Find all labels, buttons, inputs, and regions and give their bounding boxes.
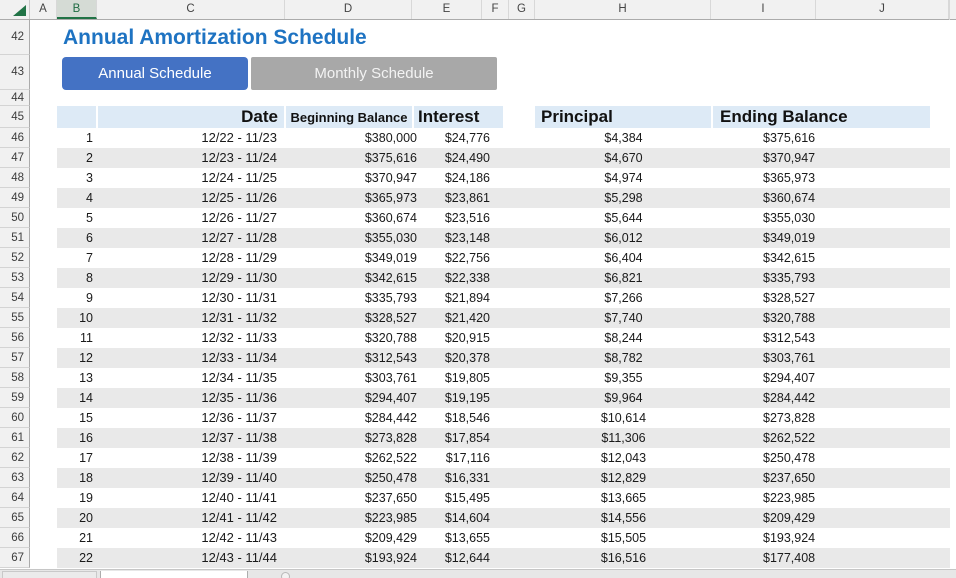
cell-beginning[interactable]: $223,985 <box>364 511 417 525</box>
column-header-a[interactable]: A <box>30 0 57 19</box>
cell-ending[interactable]: $250,478 <box>763 451 816 465</box>
cell-num[interactable]: 5 <box>86 211 93 225</box>
header-ending-balance[interactable]: Ending Balance <box>713 106 930 128</box>
cell-ending[interactable]: $273,828 <box>763 411 816 425</box>
row-header-44[interactable]: 44 <box>0 90 30 106</box>
cell-principal[interactable]: $9,964 <box>604 391 643 405</box>
cell-principal[interactable]: $16,516 <box>600 551 647 565</box>
cell-date[interactable]: 12/31 - 11/32 <box>201 310 277 325</box>
column-header-b[interactable]: B <box>57 0 97 19</box>
cell-date[interactable]: 12/33 - 11/34 <box>201 350 277 365</box>
header-date[interactable]: Date <box>98 106 284 128</box>
cell-interest[interactable]: $18,546 <box>444 411 490 425</box>
cell-date[interactable]: 12/35 - 11/36 <box>201 390 277 405</box>
table-row <box>57 128 950 148</box>
row-header-54[interactable]: 54 <box>0 288 30 308</box>
cell-date[interactable]: 12/25 - 11/26 <box>201 190 277 205</box>
table-row <box>57 448 950 468</box>
cell-ending[interactable]: $328,527 <box>763 291 816 305</box>
cell-date[interactable]: 12/34 - 11/35 <box>201 370 277 385</box>
header-spacer-cell[interactable] <box>57 106 96 128</box>
cell-ending[interactable]: $335,793 <box>763 271 816 285</box>
cell-interest[interactable]: $19,805 <box>444 371 490 385</box>
monthly-schedule-button[interactable]: Monthly Schedule <box>251 57 497 90</box>
cell-principal[interactable]: $4,670 <box>604 151 643 165</box>
cell-date[interactable]: 12/40 - 11/41 <box>201 490 277 505</box>
table-row <box>57 428 950 448</box>
sheet-tab-bar <box>0 569 956 578</box>
row-header-45[interactable]: 45 <box>0 106 30 128</box>
cell-num[interactable]: 2 <box>86 151 93 165</box>
cell-beginning[interactable]: $365,973 <box>364 191 417 205</box>
cell-date[interactable]: 12/29 - 11/30 <box>201 270 277 285</box>
sheet-tab[interactable] <box>2 571 97 578</box>
grid-edge-line <box>949 0 950 20</box>
row-header-66[interactable]: 66 <box>0 528 30 548</box>
cell-interest[interactable]: $14,604 <box>444 511 490 525</box>
table-row <box>57 548 950 568</box>
cell-num[interactable]: 15 <box>79 411 93 425</box>
cell-ending[interactable]: $284,442 <box>763 391 816 405</box>
cell-ending[interactable]: $375,616 <box>763 131 816 145</box>
cell-num[interactable]: 14 <box>79 391 93 405</box>
cell-interest[interactable]: $17,854 <box>444 431 490 445</box>
table-row <box>57 348 950 368</box>
cell-ending[interactable]: $177,408 <box>763 551 816 565</box>
cell-beginning[interactable]: $303,761 <box>364 371 417 385</box>
cell-beginning[interactable]: $355,030 <box>364 231 417 245</box>
row-header-51[interactable]: 51 <box>0 228 30 248</box>
cell-date[interactable]: 12/30 - 11/31 <box>201 290 277 305</box>
cell-num[interactable]: 7 <box>86 251 93 265</box>
column-header-i[interactable]: I <box>711 0 816 19</box>
cell-ending[interactable]: $193,924 <box>763 531 816 545</box>
cell-num[interactable]: 13 <box>79 371 93 385</box>
cell-interest[interactable]: $21,894 <box>444 291 490 305</box>
table-row <box>57 388 950 408</box>
cell-principal[interactable]: $9,355 <box>604 371 643 385</box>
row-header-55[interactable]: 55 <box>0 308 30 328</box>
cell-principal[interactable]: $14,556 <box>600 511 647 525</box>
row-header-49[interactable]: 49 <box>0 188 30 208</box>
cell-interest[interactable]: $24,490 <box>444 151 490 165</box>
cell-interest[interactable]: $21,420 <box>444 311 490 325</box>
column-header-e[interactable]: E <box>412 0 482 19</box>
column-header-g[interactable]: G <box>509 0 535 19</box>
cell-interest[interactable]: $23,516 <box>444 211 490 225</box>
table-row <box>57 328 950 348</box>
cell-date[interactable]: 12/37 - 11/38 <box>201 430 277 445</box>
table-row <box>57 468 950 488</box>
cell-principal[interactable]: $12,043 <box>600 451 647 465</box>
cell-principal[interactable]: $11,306 <box>601 431 646 445</box>
cell-beginning[interactable]: $380,000 <box>364 131 417 145</box>
row-header-48[interactable]: 48 <box>0 168 30 188</box>
cell-interest[interactable]: $20,378 <box>444 351 490 365</box>
cell-interest[interactable]: $22,756 <box>444 251 490 265</box>
cell-principal[interactable]: $12,829 <box>600 471 647 485</box>
row-header-62[interactable]: 62 <box>0 448 30 468</box>
cell-ending[interactable]: $355,030 <box>763 211 816 225</box>
row-header-64[interactable]: 64 <box>0 488 30 508</box>
row-header-43[interactable]: 43 <box>0 55 30 90</box>
column-header-f[interactable]: F <box>482 0 509 19</box>
cell-beginning[interactable]: $335,793 <box>364 291 417 305</box>
cell-interest[interactable]: $20,915 <box>444 331 490 345</box>
cell-beginning[interactable]: $209,429 <box>364 531 417 545</box>
cell-principal[interactable]: $15,505 <box>600 531 647 545</box>
cell-date[interactable]: 12/28 - 11/29 <box>201 250 277 265</box>
cell-principal[interactable]: $8,782 <box>604 351 643 365</box>
cell-beginning[interactable]: $328,527 <box>364 311 417 325</box>
cell-beginning[interactable]: $375,616 <box>364 151 417 165</box>
table-row <box>57 188 950 208</box>
active-sheet-tab[interactable] <box>100 571 248 578</box>
table-row <box>57 168 950 188</box>
table-row <box>57 148 950 168</box>
cell-beginning[interactable]: $360,674 <box>364 211 417 225</box>
cell-beginning[interactable]: $273,828 <box>364 431 417 445</box>
cell-date[interactable]: 12/38 - 11/39 <box>201 450 277 465</box>
cell-interest[interactable]: $22,338 <box>444 271 490 285</box>
cell-interest[interactable]: $13,655 <box>444 531 490 545</box>
cell-ending[interactable]: $237,650 <box>763 471 816 485</box>
sheet-title[interactable]: Annual Amortization Schedule <box>63 26 367 49</box>
cell-principal[interactable]: $13,665 <box>600 491 647 505</box>
cell-num[interactable]: 3 <box>86 171 93 185</box>
cell-beginning[interactable]: $262,522 <box>364 451 417 465</box>
cell-ending[interactable]: $303,761 <box>763 351 816 365</box>
cell-num[interactable]: 10 <box>79 311 93 325</box>
row-header-46[interactable]: 46 <box>0 128 30 148</box>
cell-date[interactable]: 12/24 - 11/25 <box>201 170 277 185</box>
cell-num[interactable]: 17 <box>79 451 93 465</box>
cell-num[interactable]: 20 <box>79 511 93 525</box>
table-row <box>57 408 950 428</box>
column-header-strip <box>0 0 956 20</box>
cell-beginning[interactable]: $284,442 <box>364 411 417 425</box>
cell-principal[interactable]: $5,298 <box>604 191 643 205</box>
header-interest[interactable]: Interest <box>414 106 503 128</box>
cell-ending[interactable]: $262,522 <box>763 431 816 445</box>
cell-beginning[interactable]: $349,019 <box>364 251 417 265</box>
column-header-d[interactable]: D <box>285 0 412 19</box>
cell-ending[interactable]: $360,674 <box>763 191 816 205</box>
row-header-60[interactable]: 60 <box>0 408 30 428</box>
cell-date[interactable]: 12/23 - 11/24 <box>201 150 277 165</box>
cell-principal[interactable]: $4,384 <box>604 131 643 145</box>
cell-date[interactable]: 12/26 - 11/27 <box>201 210 277 225</box>
table-row <box>57 508 950 528</box>
cell-num[interactable]: 22 <box>79 551 93 565</box>
row-header-53[interactable]: 53 <box>0 268 30 288</box>
cell-num[interactable]: 4 <box>86 191 93 205</box>
cell-interest[interactable]: $12,644 <box>444 551 490 565</box>
table-row <box>57 248 950 268</box>
cell-beginning[interactable]: $294,407 <box>364 391 417 405</box>
table-row <box>57 488 950 508</box>
cell-beginning[interactable]: $250,478 <box>364 471 417 485</box>
cell-num[interactable]: 8 <box>86 271 93 285</box>
header-beginning-balance[interactable]: Beginning Balance <box>286 106 412 128</box>
cell-principal[interactable]: $7,266 <box>604 291 643 305</box>
row-header-42[interactable]: 42 <box>0 20 30 55</box>
cell-num[interactable]: 16 <box>79 431 93 445</box>
cell-date[interactable]: 12/41 - 11/42 <box>201 510 277 525</box>
cell-principal[interactable]: $4,974 <box>604 171 643 185</box>
cell-date[interactable]: 12/39 - 11/40 <box>201 470 277 485</box>
row-header-57[interactable]: 57 <box>0 348 30 368</box>
cell-date[interactable]: 12/22 - 11/23 <box>201 130 277 145</box>
row-header-67[interactable]: 67 <box>0 548 30 568</box>
select-all-icon <box>13 5 26 16</box>
cell-ending[interactable]: $312,543 <box>763 331 816 345</box>
cell-num[interactable]: 9 <box>86 291 93 305</box>
cell-num[interactable]: 12 <box>79 351 93 365</box>
add-sheet-icon[interactable] <box>281 572 290 578</box>
row-header-56[interactable]: 56 <box>0 328 30 348</box>
cell-num[interactable]: 11 <box>80 331 93 345</box>
cell-date[interactable]: 12/42 - 11/43 <box>201 530 277 545</box>
cell-interest[interactable]: $17,116 <box>445 451 490 465</box>
row-header-52[interactable]: 52 <box>0 248 30 268</box>
cell-date[interactable]: 12/27 - 11/28 <box>201 230 277 245</box>
cell-interest[interactable]: $23,148 <box>444 231 490 245</box>
cell-date[interactable]: 12/43 - 11/44 <box>201 550 277 565</box>
row-header-61[interactable]: 61 <box>0 428 30 448</box>
cell-ending[interactable]: $294,407 <box>763 371 816 385</box>
table-row <box>57 208 950 228</box>
table-row <box>57 288 950 308</box>
cell-principal[interactable]: $5,644 <box>604 211 643 225</box>
table-row <box>57 228 950 248</box>
cell-date[interactable]: 12/36 - 11/37 <box>201 410 277 425</box>
cell-beginning[interactable]: $237,650 <box>364 491 417 505</box>
row-header-63[interactable]: 63 <box>0 468 30 488</box>
table-row <box>57 268 950 288</box>
cell-interest[interactable]: $24,776 <box>444 131 490 145</box>
cell-beginning[interactable]: $342,615 <box>364 271 417 285</box>
header-principal[interactable]: Principal <box>535 106 711 128</box>
cell-num[interactable]: 19 <box>79 491 93 505</box>
row-header-50[interactable]: 50 <box>0 208 30 228</box>
column-header-j[interactable]: J <box>816 0 949 19</box>
cell-num[interactable]: 21 <box>79 531 93 545</box>
cell-principal[interactable]: $8,244 <box>604 331 643 345</box>
row-header-59[interactable]: 59 <box>0 388 30 408</box>
cell-ending[interactable]: $223,985 <box>763 491 816 505</box>
cell-interest[interactable]: $16,331 <box>444 471 490 485</box>
cell-beginning[interactable]: $320,788 <box>364 331 417 345</box>
cell-date[interactable]: 12/32 - 11/33 <box>201 330 277 345</box>
cell-principal[interactable]: $6,404 <box>604 251 643 265</box>
cell-num[interactable]: 6 <box>86 231 93 245</box>
cell-interest[interactable]: $15,495 <box>444 491 490 505</box>
row-header-58[interactable]: 58 <box>0 368 30 388</box>
cell-ending[interactable]: $342,615 <box>763 251 816 265</box>
row-header-47[interactable]: 47 <box>0 148 30 168</box>
cell-num[interactable]: 18 <box>79 471 93 485</box>
column-header-c[interactable]: C <box>97 0 285 19</box>
cell-ending[interactable]: $365,973 <box>763 171 816 185</box>
cell-principal[interactable]: $7,740 <box>604 311 643 325</box>
cell-principal[interactable]: $6,821 <box>604 271 643 285</box>
table-row <box>57 308 950 328</box>
column-header-h[interactable]: H <box>535 0 711 19</box>
cell-beginning[interactable]: $312,543 <box>364 351 417 365</box>
cell-ending[interactable]: $370,947 <box>763 151 816 165</box>
cell-interest[interactable]: $23,861 <box>444 191 490 205</box>
cell-beginning[interactable]: $370,947 <box>364 171 417 185</box>
annual-schedule-button[interactable]: Annual Schedule <box>62 57 248 90</box>
cell-num[interactable]: 1 <box>86 131 93 145</box>
cell-ending[interactable]: $209,429 <box>763 511 816 525</box>
cell-principal[interactable]: $10,614 <box>600 411 647 425</box>
cell-interest[interactable]: $24,186 <box>444 171 490 185</box>
cell-beginning[interactable]: $193,924 <box>364 551 417 565</box>
table-row <box>57 528 950 548</box>
select-all-corner[interactable] <box>0 0 30 19</box>
row-header-65[interactable]: 65 <box>0 508 30 528</box>
cell-interest[interactable]: $19,195 <box>444 391 490 405</box>
cell-ending[interactable]: $320,788 <box>763 311 816 325</box>
cell-ending[interactable]: $349,019 <box>763 231 816 245</box>
cell-principal[interactable]: $6,012 <box>604 231 643 245</box>
table-row <box>57 368 950 388</box>
